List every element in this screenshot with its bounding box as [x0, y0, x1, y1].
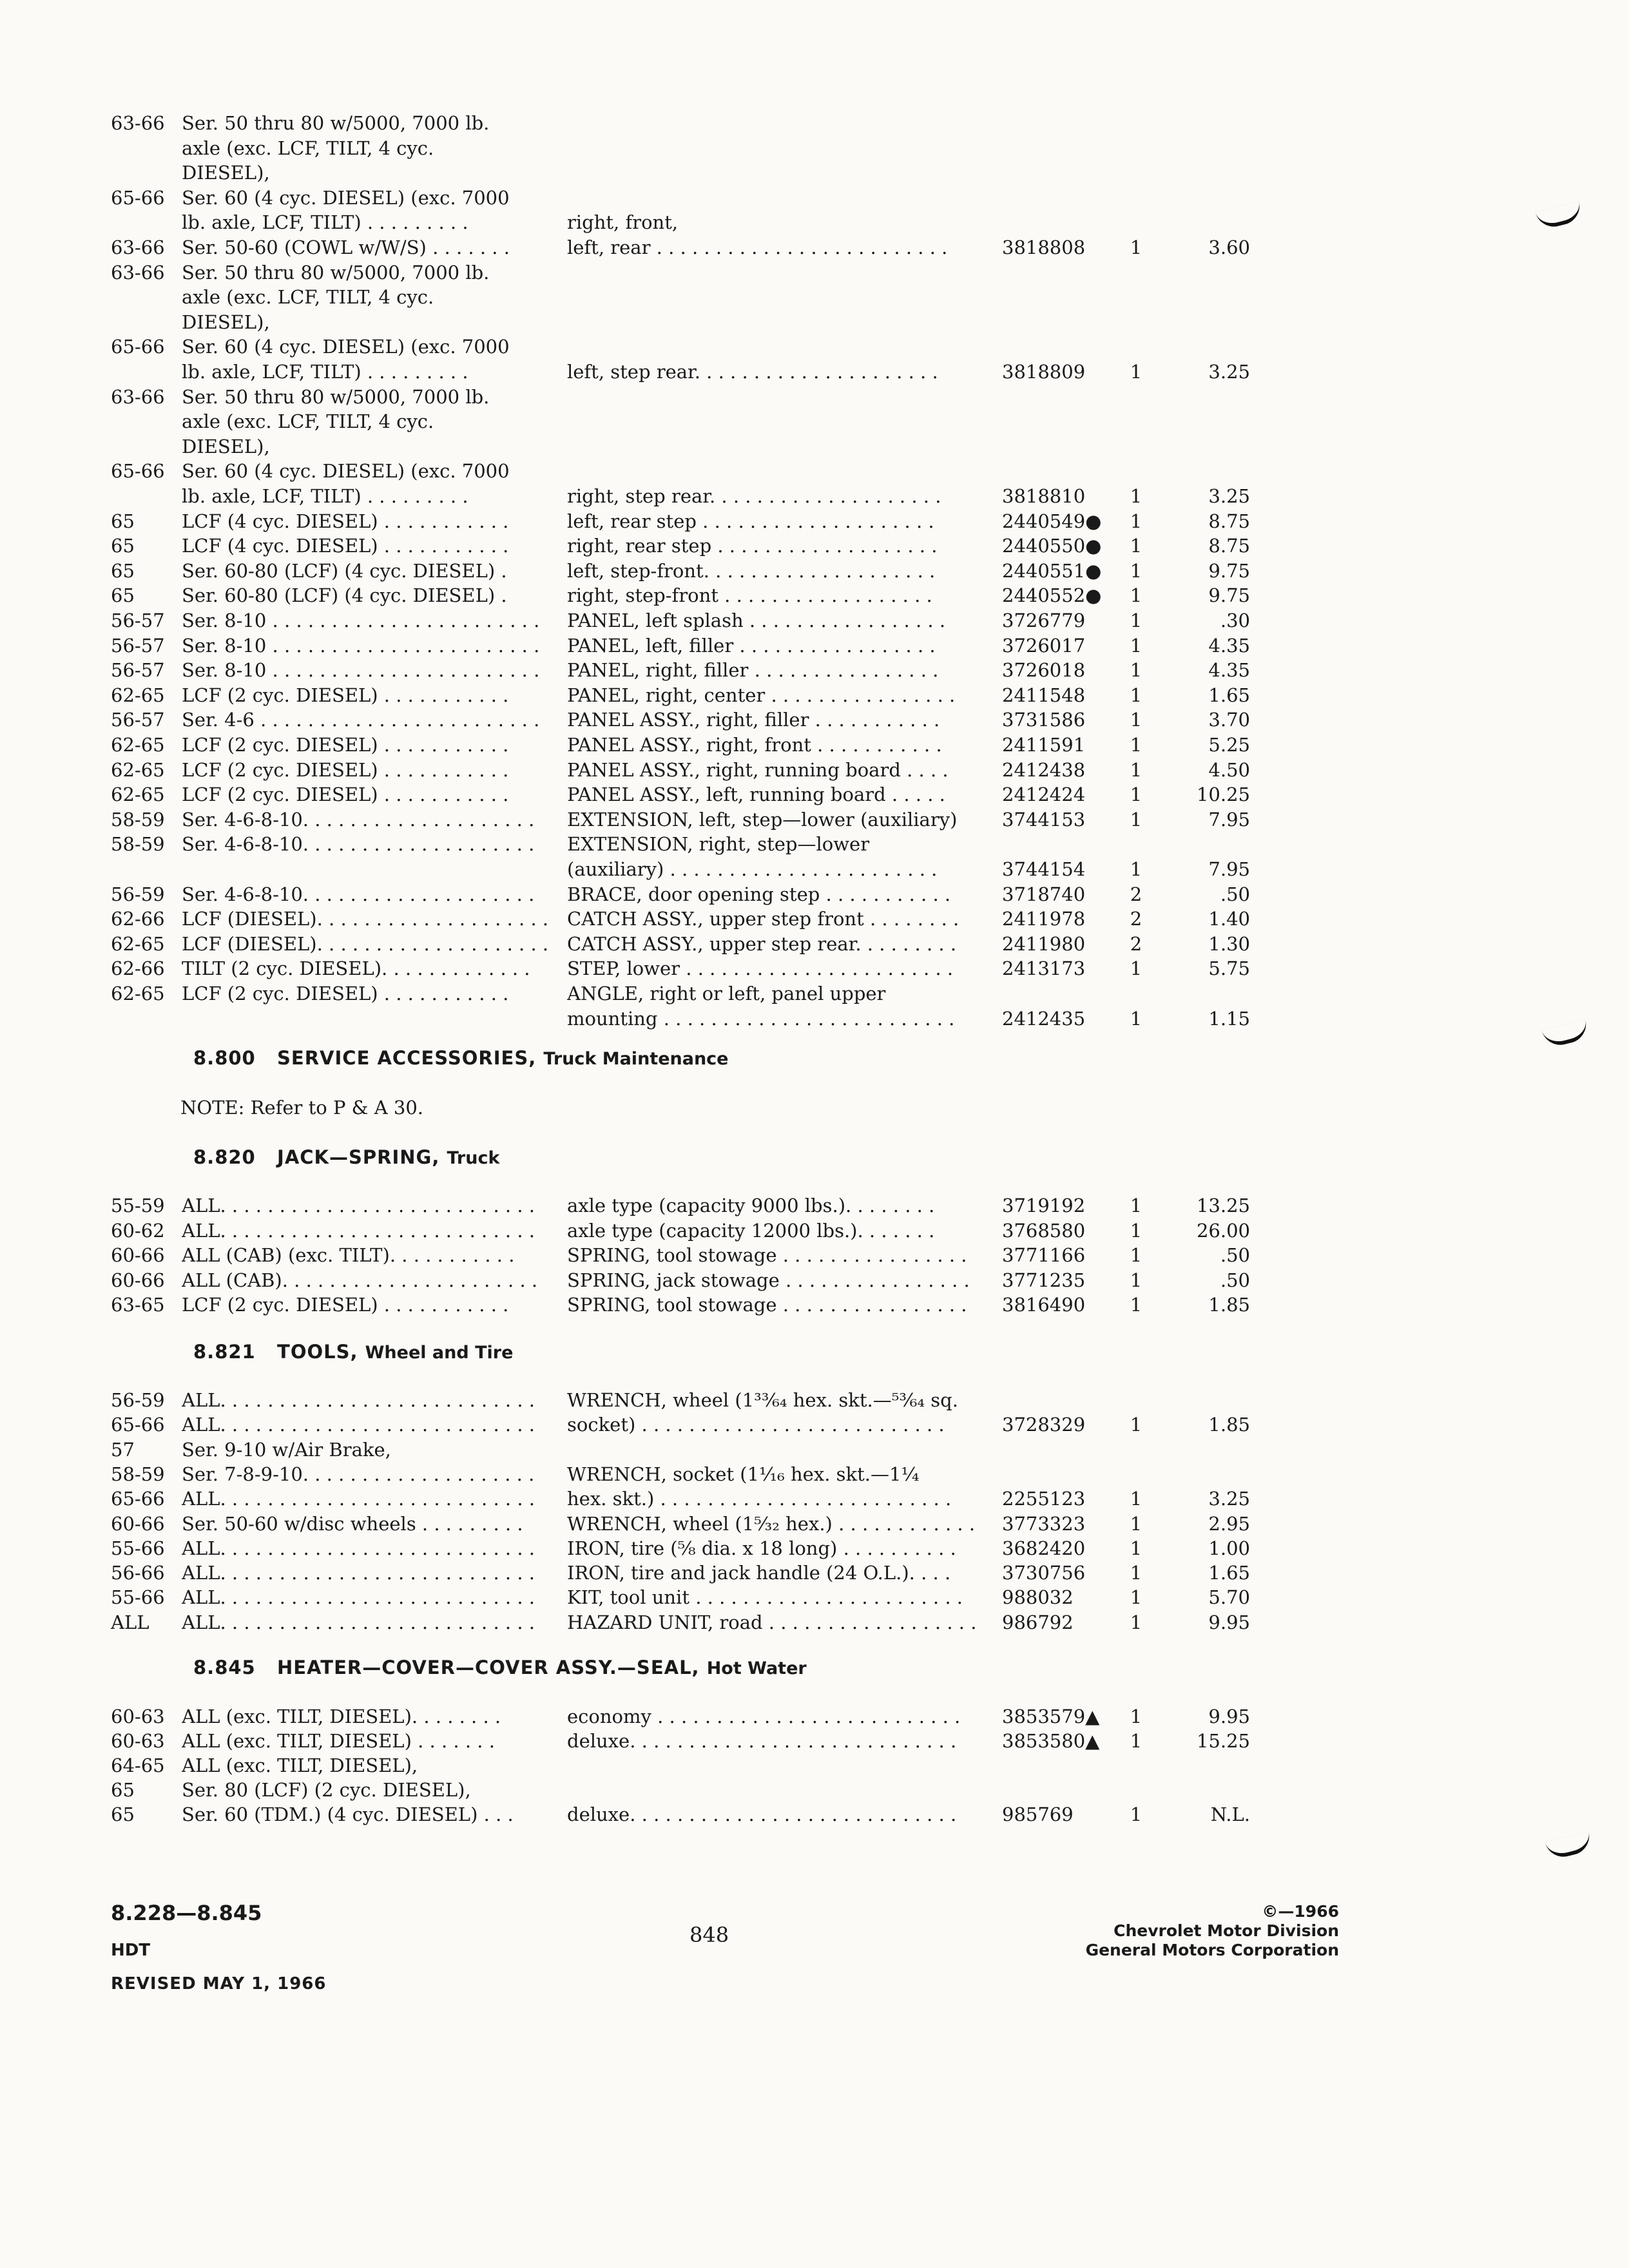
footer-copyright: ©—1966 — [1262, 1902, 1339, 1921]
table-cell-qty: 1 — [1130, 1414, 1142, 1436]
table-cell-desc: mounting . . . . . . . . . . . . . . . . . . . . . . . . . — [567, 1007, 955, 1030]
section-heading-8-821 — [193, 1339, 513, 1366]
table-cell-desc: SPRING, jack stowage . . . . . . . . . . . . . . . . — [567, 1269, 970, 1291]
table-cell-part: 2411548 — [1002, 684, 1086, 706]
table-cell-part: 3730756 — [1002, 1562, 1086, 1584]
table-cell-year: 60-63 — [111, 1730, 165, 1752]
table-cell-desc: HAZARD UNIT, road . . . . . . . . . . . . . . . . . . — [567, 1611, 977, 1633]
table-cell-year: 63-66 — [111, 236, 165, 258]
table-cell-desc: PANEL, right, filler . . . . . . . . . . . . . . . . — [567, 659, 939, 682]
table-cell-desc: PANEL ASSY., right, filler . . . . . . . . . . . — [567, 709, 940, 731]
table-cell-model: Ser. 9-10 w/Air Brake, — [182, 1438, 391, 1461]
table-cell-desc: CATCH ASSY., upper step rear. . . . . . . . . — [567, 932, 957, 955]
table-cell-desc: PANEL ASSY., right, front . . . . . . . . . . . — [567, 734, 942, 756]
table-cell-model: axle (exc. LCF, TILT, 4 cyc. — [182, 286, 434, 309]
table-cell-year: 65 — [111, 1779, 135, 1801]
table-cell-year: 56-57 — [111, 709, 165, 731]
table-cell-desc: KIT, tool unit . . . . . . . . . . . . . . . . . . . . . . . — [567, 1586, 963, 1609]
table-cell-model: ALL (CAB). . . . . . . . . . . . . . . . . . . . . . — [182, 1269, 538, 1291]
table-cell-part: 2412424 — [1002, 783, 1086, 806]
table-cell-model: ALL. . . . . . . . . . . . . . . . . . . . . . . . . . . — [182, 1537, 535, 1559]
table-cell-model: ALL. . . . . . . . . . . . . . . . . . . . . . . . . . . — [182, 1488, 535, 1510]
table-cell-model: Ser. 8-10 . . . . . . . . . . . . . . . . . . . . . . . — [182, 610, 540, 631]
table-cell-price: 1.40 — [1208, 908, 1250, 930]
table-cell-model: Ser. 4-6 . . . . . . . . . . . . . . . . . . . . . . . . — [182, 709, 540, 731]
table-cell-qty: 1 — [1130, 584, 1142, 607]
table-cell-year: 62-65 — [111, 684, 165, 706]
table-cell-desc: PANEL ASSY., right, running board . . . . — [567, 758, 949, 781]
table-cell-desc: SPRING, tool stowage . . . . . . . . . . . . . . . . — [567, 1294, 967, 1316]
table-cell-desc: EXTENSION, left, step—lower (auxiliary) — [567, 808, 958, 831]
table-cell-desc: deluxe. . . . . . . . . . . . . . . . . . . . . . . . . . . . — [567, 1803, 957, 1825]
table-cell-year: 65-66 — [111, 460, 165, 483]
table-cell-model: Ser. 8-10 . . . . . . . . . . . . . . . . . . . . . . . — [182, 634, 540, 657]
table-cell-price: 4.35 — [1208, 659, 1250, 682]
table-cell-price: 9.75 — [1208, 559, 1250, 582]
table-cell-year: 63-66 — [111, 261, 165, 284]
table-cell-price: 13.25 — [1196, 1195, 1250, 1216]
table-cell-year: 55-66 — [111, 1586, 165, 1609]
footer-division: Chevrolet Motor Division — [1113, 1921, 1339, 1940]
table-cell-part: 3818808 — [1002, 236, 1086, 258]
table-cell-qty: 1 — [1130, 1488, 1142, 1510]
table-cell-model: Ser. 50 thru 80 w/5000, 7000 lb. — [182, 385, 490, 408]
table-cell-part: 3853579▲ — [1002, 1706, 1100, 1727]
table-cell-qty: 1 — [1130, 858, 1142, 880]
table-cell-model: ALL. . . . . . . . . . . . . . . . . . . . . . . . . . . — [182, 1219, 535, 1242]
table-cell-price: 1.00 — [1208, 1537, 1250, 1559]
table-cell-price: 1.85 — [1208, 1294, 1250, 1316]
table-cell-desc: right, step-front . . . . . . . . . . . . . . . . . . — [567, 584, 932, 607]
footer-revised: REVISED MAY 1, 1966 — [111, 1974, 327, 1994]
table-cell-model: Ser. 50-60 w/disc wheels . . . . . . . . . — [182, 1512, 523, 1535]
section-subtitle: Wheel and Tire — [365, 1343, 514, 1363]
table-cell-price: 7.95 — [1208, 858, 1250, 880]
table-cell-qty: 1 — [1130, 485, 1142, 507]
table-cell-part: 3726018 — [1002, 659, 1086, 682]
table-cell-year: 65-66 — [111, 186, 165, 209]
table-cell-desc: ANGLE, right or left, panel upper — [567, 983, 886, 1004]
table-cell-price: 3.60 — [1208, 236, 1250, 258]
table-cell-model: LCF (2 cyc. DIESEL) . . . . . . . . . . . — [182, 758, 509, 781]
table-cell-model: ALL. . . . . . . . . . . . . . . . . . . . . . . . . . . — [182, 1611, 535, 1633]
table-cell-model: lb. axle, LCF, TILT) . . . . . . . . . — [182, 211, 468, 234]
table-cell-desc: PANEL, left, filler . . . . . . . . . . . . . . . . . — [567, 634, 936, 657]
table-cell-qty: 1 — [1130, 1562, 1142, 1584]
table-cell-desc: IRON, tire (⁵⁄₈ dia. x 18 long) . . . . . . . . . . — [567, 1537, 956, 1559]
table-cell-desc: socket) . . . . . . . . . . . . . . . . . . . . . . . . . . — [567, 1414, 945, 1436]
table-cell-qty: 1 — [1130, 535, 1142, 557]
table-cell-model: TILT (2 cyc. DIESEL). . . . . . . . . . . . . — [182, 957, 530, 980]
table-cell-model: Ser. 4-6-8-10. . . . . . . . . . . . . . . . . . . . — [182, 883, 535, 905]
table-cell-year: 60-62 — [111, 1219, 165, 1242]
table-cell-desc: (auxiliary) . . . . . . . . . . . . . . . . . . . . . . . — [567, 858, 938, 880]
table-cell-model: Ser. 60-80 (LCF) (4 cyc. DIESEL) . — [182, 559, 507, 582]
table-cell-qty: 1 — [1130, 1512, 1142, 1535]
table-cell-part: 2440549● — [1002, 510, 1102, 532]
table-cell-qty: 1 — [1130, 1269, 1142, 1291]
table-cell-qty: 1 — [1130, 510, 1142, 532]
section-number: 8.820 — [193, 1146, 256, 1168]
table-cell-model: Ser. 8-10 . . . . . . . . . . . . . . . . . . . . . . . — [182, 659, 540, 682]
table-cell-price: N.L. — [1210, 1803, 1250, 1825]
table-cell-model: lb. axle, LCF, TILT) . . . . . . . . . — [182, 485, 468, 507]
table-cell-model: ALL (exc. TILT, DIESEL), — [182, 1754, 418, 1776]
table-cell-price: 1.30 — [1208, 932, 1250, 955]
table-cell-model: Ser. 50 thru 80 w/5000, 7000 lb. — [182, 112, 490, 134]
table-cell-desc: deluxe. . . . . . . . . . . . . . . . . . . . . . . . . . . . — [567, 1730, 957, 1752]
table-cell-year: 56-57 — [111, 659, 165, 682]
table-cell-year: 65-66 — [111, 1414, 165, 1436]
table-cell-year: 65 — [111, 584, 135, 607]
table-cell-year: 65-66 — [111, 336, 165, 358]
table-cell-year: 62-65 — [111, 758, 165, 781]
table-cell-year: 60-66 — [111, 1512, 165, 1535]
table-cell-year: 64-65 — [111, 1754, 165, 1776]
table-cell-year: 65 — [111, 510, 135, 532]
table-cell-price: 5.25 — [1208, 734, 1250, 756]
table-cell-model: Ser. 50-60 (COWL w/W/S) . . . . . . . — [182, 236, 510, 258]
table-cell-desc: SPRING, tool stowage . . . . . . . . . . . . . . . . — [567, 1244, 967, 1266]
table-cell-model: Ser. 60 (TDM.) (4 cyc. DIESEL) . . . — [182, 1803, 514, 1825]
table-cell-qty: 1 — [1130, 634, 1142, 657]
table-cell-year: ALL — [111, 1611, 149, 1633]
table-cell-qty: 1 — [1130, 1537, 1142, 1559]
table-cell-part: 2411980 — [1002, 932, 1086, 955]
table-cell-desc: left, step-front. . . . . . . . . . . . . . . . . . . . — [567, 559, 936, 582]
table-cell-part: 2412438 — [1002, 758, 1086, 781]
table-cell-price: 7.95 — [1208, 808, 1250, 831]
table-cell-part: 3771235 — [1002, 1269, 1086, 1291]
table-cell-qty: 1 — [1130, 1586, 1142, 1609]
table-cell-price: 1.85 — [1208, 1414, 1250, 1436]
table-cell-qty: 1 — [1130, 1294, 1142, 1316]
table-cell-desc: CATCH ASSY., upper step front . . . . . . . . — [567, 908, 959, 930]
table-cell-year: 63-66 — [111, 385, 165, 408]
section-heading-8-845 — [193, 1655, 807, 1682]
section-subtitle: Truck — [447, 1148, 500, 1168]
table-cell-qty: 1 — [1130, 957, 1142, 980]
table-cell-model: LCF (2 cyc. DIESEL) . . . . . . . . . . . — [182, 1294, 509, 1316]
table-cell-model: Ser. 4-6-8-10. . . . . . . . . . . . . . . . . . . . — [182, 808, 535, 831]
table-cell-qty: 1 — [1130, 1803, 1142, 1825]
table-cell-year: 60-66 — [111, 1269, 165, 1291]
table-cell-price: 10.25 — [1196, 783, 1250, 806]
section-title: TOOLS, — [277, 1341, 358, 1363]
table-cell-model: DIESEL), — [182, 162, 270, 184]
table-cell-price: 1.15 — [1208, 1007, 1250, 1030]
table-cell-price: 3.25 — [1208, 485, 1250, 507]
table-cell-price: .50 — [1220, 1269, 1250, 1291]
table-cell-model: ALL. . . . . . . . . . . . . . . . . . . . . . . . . . . — [182, 1389, 535, 1411]
table-cell-qty: 2 — [1130, 932, 1142, 955]
table-cell-qty: 1 — [1130, 1244, 1142, 1266]
table-cell-part: 2440551● — [1002, 559, 1102, 582]
table-cell-model: ALL. . . . . . . . . . . . . . . . . . . . . . . . . . . — [182, 1195, 535, 1216]
table-cell-price: 1.65 — [1208, 684, 1250, 706]
table-cell-price: 1.65 — [1208, 1562, 1250, 1584]
table-cell-price: 8.75 — [1208, 535, 1250, 557]
table-cell-year: 57 — [111, 1438, 135, 1461]
table-cell-desc: PANEL, left splash . . . . . . . . . . . . . . . . . — [567, 610, 946, 631]
table-cell-price: .50 — [1220, 1244, 1250, 1266]
table-cell-model: Ser. 50 thru 80 w/5000, 7000 lb. — [182, 261, 490, 284]
table-cell-year: 56-59 — [111, 1389, 165, 1411]
table-cell-qty: 1 — [1130, 610, 1142, 631]
table-cell-part: 3771166 — [1002, 1244, 1086, 1266]
table-cell-price: .50 — [1220, 883, 1250, 905]
table-cell-model: LCF (2 cyc. DIESEL) . . . . . . . . . . . — [182, 983, 509, 1004]
table-cell-price: 9.95 — [1208, 1706, 1250, 1727]
table-cell-part: 3719192 — [1002, 1195, 1086, 1216]
table-cell-model: Ser. 7-8-9-10. . . . . . . . . . . . . . . . . . . . — [182, 1463, 535, 1485]
table-cell-qty: 1 — [1130, 559, 1142, 582]
table-cell-desc: WRENCH, wheel (1⁵⁄₃₂ hex.) . . . . . . . . . . . . — [567, 1512, 976, 1535]
table-cell-model: Ser. 4-6-8-10. . . . . . . . . . . . . . . . . . . . — [182, 833, 535, 856]
table-cell-model: DIESEL), — [182, 311, 270, 333]
table-cell-qty: 1 — [1130, 1611, 1142, 1633]
section-number: 8.800 — [193, 1047, 256, 1069]
table-cell-part: 3728329 — [1002, 1414, 1086, 1436]
table-cell-qty: 2 — [1130, 908, 1142, 930]
table-cell-qty: 1 — [1130, 758, 1142, 781]
footer-corporation: General Motors Corporation — [1085, 1941, 1339, 1959]
table-cell-desc: WRENCH, socket (1¹⁄₁₆ hex. skt.—1¹⁄₄ — [567, 1463, 920, 1485]
table-cell-model: ALL (CAB) (exc. TILT). . . . . . . . . . . — [182, 1244, 515, 1266]
table-cell-part: 3768580 — [1002, 1219, 1086, 1242]
table-cell-year: 60-63 — [111, 1706, 165, 1727]
table-cell-year: 58-59 — [111, 1463, 165, 1485]
section-number: 8.845 — [193, 1657, 256, 1678]
table-cell-price: 4.35 — [1208, 634, 1250, 657]
table-cell-desc: left, rear step . . . . . . . . . . . . . . . . . . . . — [567, 510, 934, 532]
table-cell-model: lb. axle, LCF, TILT) . . . . . . . . . — [182, 361, 468, 383]
section-subtitle: Hot Water — [706, 1658, 807, 1678]
section-heading-8-820 — [193, 1144, 499, 1171]
table-cell-part: 3744153 — [1002, 808, 1086, 831]
table-cell-model: Ser. 60 (4 cyc. DIESEL) (exc. 7000 — [182, 460, 510, 483]
table-cell-model: LCF (2 cyc. DIESEL) . . . . . . . . . . . — [182, 734, 509, 756]
table-cell-model: Ser. 60 (4 cyc. DIESEL) (exc. 7000 — [182, 336, 510, 358]
table-cell-year: 56-59 — [111, 883, 165, 905]
table-cell-desc: STEP, lower . . . . . . . . . . . . . . . . . . . . . . . — [567, 957, 954, 980]
table-cell-year: 58-59 — [111, 808, 165, 831]
table-cell-qty: 1 — [1130, 1706, 1142, 1727]
table-cell-year: 56-57 — [111, 610, 165, 631]
table-cell-year: 62-66 — [111, 908, 165, 930]
table-cell-qty: 1 — [1130, 684, 1142, 706]
table-cell-part: 2411978 — [1002, 908, 1086, 930]
table-cell-year: 56-66 — [111, 1562, 165, 1584]
table-cell-part: 3726017 — [1002, 634, 1086, 657]
table-cell-price: 9.95 — [1208, 1611, 1250, 1633]
table-cell-price: 15.25 — [1196, 1730, 1250, 1752]
table-cell-year: 63-66 — [111, 112, 165, 134]
table-cell-part: 3718740 — [1002, 883, 1086, 905]
table-cell-year: 65-66 — [111, 1488, 165, 1510]
table-cell-model: ALL (exc. TILT, DIESEL). . . . . . . . — [182, 1706, 501, 1727]
table-cell-model: ALL. . . . . . . . . . . . . . . . . . . . . . . . . . . — [182, 1586, 535, 1609]
table-cell-price: 5.75 — [1208, 957, 1250, 980]
table-cell-year: 62-65 — [111, 932, 165, 955]
table-cell-part: 3726779 — [1002, 610, 1086, 631]
table-cell-model: LCF (4 cyc. DIESEL) . . . . . . . . . . . — [182, 535, 509, 557]
section-number: 8.821 — [193, 1341, 256, 1363]
table-cell-desc: axle type (capacity 9000 lbs.). . . . . . . . — [567, 1195, 935, 1216]
table-cell-qty: 1 — [1130, 1219, 1142, 1242]
section-title: JACK—SPRING, — [277, 1146, 440, 1168]
table-cell-qty: 1 — [1130, 1007, 1142, 1030]
table-cell-desc: right, rear step . . . . . . . . . . . . . . . . . . . — [567, 535, 938, 557]
table-cell-part: 3816490 — [1002, 1294, 1086, 1316]
section-subtitle: Truck Maintenance — [543, 1049, 729, 1069]
table-cell-desc: IRON, tire and jack handle (24 O.L.). . . . — [567, 1562, 951, 1584]
table-cell-year: 62-65 — [111, 983, 165, 1004]
table-cell-price: 9.75 — [1208, 584, 1250, 607]
table-cell-desc: right, front, — [567, 211, 679, 234]
table-cell-price: 3.25 — [1208, 1488, 1250, 1510]
table-cell-desc: BRACE, door opening step . . . . . . . . . . . — [567, 883, 951, 905]
table-cell-year: 55-59 — [111, 1195, 165, 1216]
table-cell-price: 4.50 — [1208, 758, 1250, 781]
table-cell-price: 8.75 — [1208, 510, 1250, 532]
table-cell-part: 3682420 — [1002, 1537, 1086, 1559]
table-cell-qty: 1 — [1130, 361, 1142, 383]
table-cell-model: axle (exc. LCF, TILT, 4 cyc. — [182, 410, 434, 433]
table-cell-price: 26.00 — [1196, 1219, 1250, 1242]
table-cell-part: 2440550● — [1002, 535, 1102, 557]
table-cell-part: 988032 — [1002, 1586, 1074, 1609]
table-cell-qty: 1 — [1130, 1730, 1142, 1752]
table-cell-model: Ser. 60 (4 cyc. DIESEL) (exc. 7000 — [182, 186, 510, 209]
table-cell-model: Ser. 80 (LCF) (2 cyc. DIESEL), — [182, 1779, 471, 1801]
table-cell-qty: 1 — [1130, 236, 1142, 258]
table-cell-part: 2413173 — [1002, 957, 1086, 980]
table-cell-desc: PANEL ASSY., left, running board . . . . . — [567, 783, 945, 806]
table-cell-desc: WRENCH, wheel (1³³⁄₆₄ hex. skt.—⁵³⁄₆₄ sq. — [567, 1389, 958, 1411]
table-cell-qty: 1 — [1130, 783, 1142, 806]
table-cell-year: 62-65 — [111, 783, 165, 806]
table-cell-price: 3.70 — [1208, 709, 1250, 731]
table-cell-model: ALL. . . . . . . . . . . . . . . . . . . . . . . . . . . — [182, 1414, 535, 1436]
table-cell-part: 3818809 — [1002, 361, 1086, 383]
table-cell-desc: left, step rear. . . . . . . . . . . . . . . . . . . . . — [567, 361, 938, 383]
table-cell-model: DIESEL), — [182, 435, 270, 457]
table-cell-price: 3.25 — [1208, 361, 1250, 383]
table-cell-desc: axle type (capacity 12000 lbs.). . . . . . . — [567, 1219, 935, 1242]
table-cell-part: 2411591 — [1002, 734, 1086, 756]
table-cell-price: 2.95 — [1208, 1512, 1250, 1535]
table-cell-part: 3731586 — [1002, 709, 1086, 731]
table-cell-qty: 1 — [1130, 734, 1142, 756]
table-cell-year: 58-59 — [111, 833, 165, 856]
section-note: NOTE: Refer to P & A 30. — [180, 1097, 423, 1119]
footer-range: 8.228—8.845 — [111, 1901, 262, 1925]
table-cell-model: LCF (DIESEL). . . . . . . . . . . . . . . . . . . . — [182, 932, 549, 955]
section-heading-8-800 — [193, 1045, 729, 1072]
table-cell-desc: economy . . . . . . . . . . . . . . . . . . . . . . . . . . — [567, 1706, 961, 1727]
table-cell-part: 2255123 — [1002, 1488, 1086, 1510]
table-cell-year: 63-65 — [111, 1294, 165, 1316]
table-cell-model: ALL (exc. TILT, DIESEL) . . . . . . . — [182, 1730, 495, 1752]
footer-hdt: HDT — [111, 1941, 151, 1960]
table-cell-year: 65 — [111, 535, 135, 557]
table-cell-part: 2440552● — [1002, 584, 1102, 607]
table-cell-model: LCF (2 cyc. DIESEL) . . . . . . . . . . . — [182, 783, 509, 806]
table-cell-part: 3744154 — [1002, 858, 1086, 880]
table-cell-part: 2412435 — [1002, 1007, 1086, 1030]
table-cell-desc: right, step rear. . . . . . . . . . . . . . . . . . . . — [567, 485, 941, 507]
table-cell-year: 60-66 — [111, 1244, 165, 1266]
table-cell-qty: 1 — [1130, 808, 1142, 831]
table-cell-model: LCF (DIESEL). . . . . . . . . . . . . . . . . . . . — [182, 908, 549, 930]
table-cell-part: 986792 — [1002, 1611, 1074, 1633]
table-cell-qty: 1 — [1130, 659, 1142, 682]
table-cell-qty: 2 — [1130, 883, 1142, 905]
table-cell-model: LCF (2 cyc. DIESEL) . . . . . . . . . . . — [182, 684, 509, 706]
table-cell-year: 55-66 — [111, 1537, 165, 1559]
table-cell-part: 3853580▲ — [1002, 1730, 1100, 1752]
table-cell-desc: hex. skt.) . . . . . . . . . . . . . . . . . . . . . . . . . — [567, 1488, 952, 1510]
table-cell-model: Ser. 60-80 (LCF) (4 cyc. DIESEL) . — [182, 584, 507, 607]
section-title: SERVICE ACCESSORIES, — [277, 1047, 537, 1069]
table-cell-desc: EXTENSION, right, step—lower — [567, 833, 870, 856]
table-cell-part: 3773323 — [1002, 1512, 1086, 1535]
table-cell-part: 985769 — [1002, 1803, 1074, 1825]
table-cell-year: 62-66 — [111, 957, 165, 980]
table-cell-desc: PANEL, right, center . . . . . . . . . . . . . . . . — [567, 684, 956, 706]
table-cell-model: ALL. . . . . . . . . . . . . . . . . . . . . . . . . . . — [182, 1562, 535, 1584]
table-cell-year: 65 — [111, 559, 135, 582]
table-cell-year: 62-65 — [111, 734, 165, 756]
table-cell-price: .30 — [1220, 610, 1250, 631]
table-cell-year: 56-57 — [111, 634, 165, 657]
table-cell-model: axle (exc. LCF, TILT, 4 cyc. — [182, 137, 434, 159]
table-cell-part: 3818810 — [1002, 485, 1086, 507]
table-cell-price: 5.70 — [1208, 1586, 1250, 1609]
page-number: 848 — [689, 1923, 729, 1947]
table-cell-year: 65 — [111, 1803, 135, 1825]
table-cell-qty: 1 — [1130, 1195, 1142, 1216]
table-cell-qty: 1 — [1130, 709, 1142, 731]
table-cell-model: LCF (4 cyc. DIESEL) . . . . . . . . . . . — [182, 510, 509, 532]
table-cell-desc: left, rear . . . . . . . . . . . . . . . . . . . . . . . . . — [567, 236, 948, 258]
section-title: HEATER—COVER—COVER ASSY.—SEAL, — [277, 1657, 700, 1678]
